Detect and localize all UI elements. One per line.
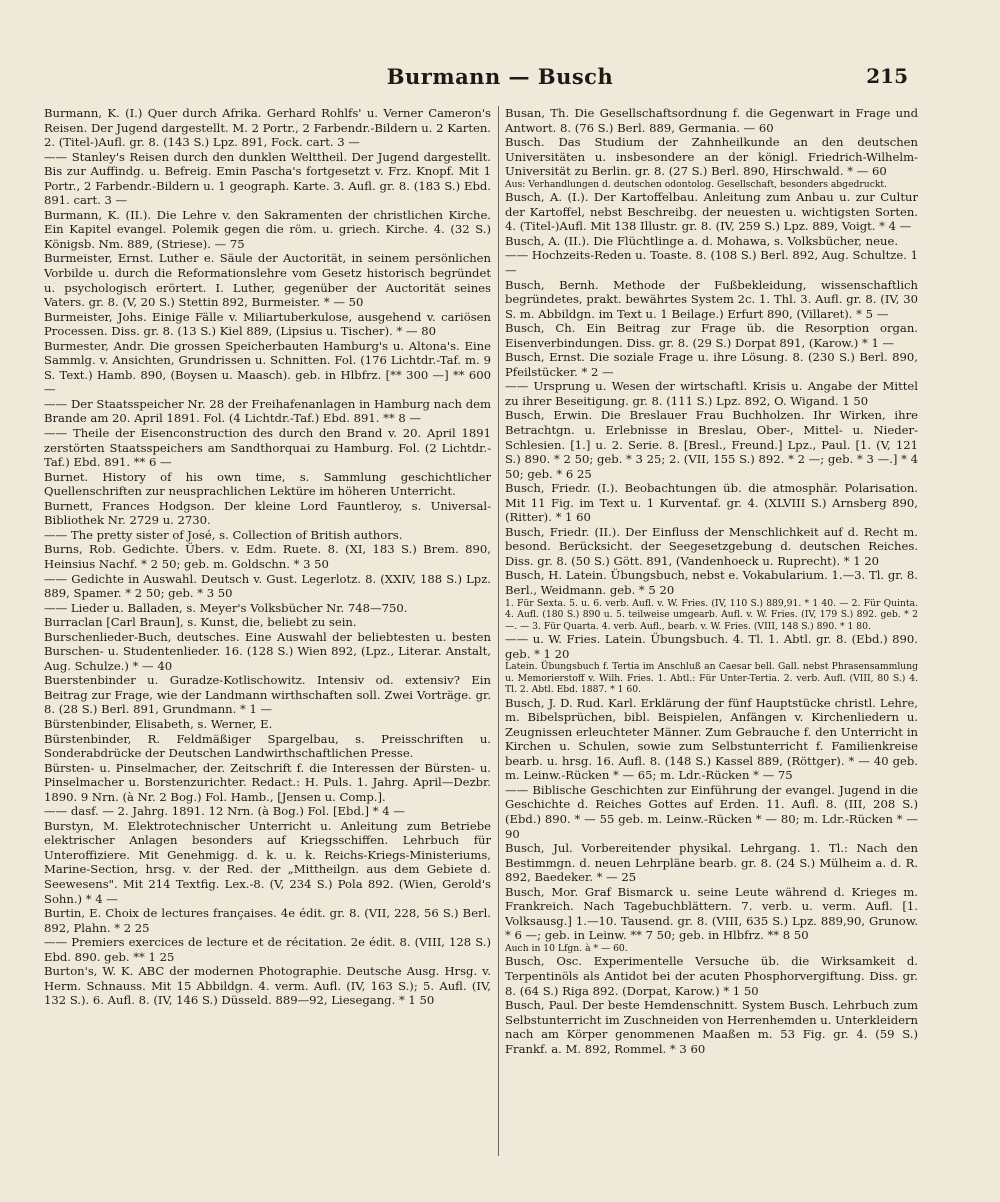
- catalog-entry: Bürstenbinder, R. Feldmäßiger Spargelbau, s. Preisschriften u. Sonderabdrücke der Deutschen Landwirthschaftlichen Presse.: [44, 731, 491, 761]
- catalog-entry: Busch. Das Studium der Zahnheilkunde an den deutschen Universitäten u. insbesondere an der königl. Friedrich-Wilhelm-Universität zu Berlin. gr. 8. (27 S.) Berl. 890, Hirschwald. * — 60: [505, 135, 918, 179]
- catalog-entry: Busch, Ernst. Die soziale Frage u. ihre Lösung. 8. (230 S.) Berl. 890, Pfeilstücker. * 2 —: [505, 350, 918, 379]
- catalog-entry: Busch, Paul. Der beste Hemdenschnitt. System Busch. Lehrbuch zum Selbstunterricht im Zuschneiden von Herrenhemden u. Unterkleidern nach am Körper genommenen Maaßen m. 53 Fig. gr. 4. (59 S.) Frankf. a. M. 892, Rommel. * 3 60: [505, 998, 918, 1056]
- page-number: 215: [866, 64, 908, 88]
- catalog-entry: Busch, Erwin. Die Breslauer Frau Buchholzen. Ihr Wirken, ihre Betrachtgn. u. Erlebnisse in Breslau, Ober-, Mittel- u. Nieder-Schlesien. [1.] u. 2. Serie. 8. [Bresl., Freund.] Lpz., Paul. [1. (V, 121 S.) 890. * 2 50; geb. * 3 25; 2. (VII, 155 S.) 892. * 2 —; geb. * 3 —.] * 4 50; geb. * 6 25: [505, 408, 918, 481]
- catalog-entry: Busan, Th. Die Gesellschaftsordnung f. die Gegenwart in Frage und Antwort. 8. (76 S.) Berl. 889, Germania. — 60: [505, 106, 918, 135]
- catalog-entry: Buerstenbinder u. Guradze-Kotlischowitz. Intensiv od. extensiv? Ein Beitrag zur Frage, wie der Landmann wirthschaften soll. Zwei Vorträge. gr. 8. (28 S.) Berl. 891, Grundmann. * 1 —: [44, 673, 491, 717]
- right-column: [505, 106, 918, 1166]
- catalog-entry: Burmann, K. (I.) Quer durch Afrika. Gerhard Rohlfs' u. Verner Cameron's Reisen. Der Jugend dargestellt. M. 2 Portr., 2 Farbendr.-Bildern u. 2 Karten. 2. (Titel-)Aufl. gr. 8. (143 S.) Lpz. 891, Fock. cart. 3 —: [44, 106, 491, 150]
- catalog-entry: —— Premiers exercices de lecture et de récitation. 2e édit. 8. (VIII, 128 S.) Ebd. 890. geb. ** 1 25: [44, 935, 491, 964]
- catalog-entry: Burton's, W. K. ABC der modernen Photographie. Deutsche Ausg. Hrsg. v. Herm. Schnauss. Mit 15 Abbildgn. 4. verm. Aufl. (IV, 163 S.); 5. Aufl. (IV, 132 S.). 6. Aufl. 8. (IV, 146 S.) Düsseld. 889—92, Liesegang. * 1 50: [44, 964, 491, 1008]
- column-divider: [498, 106, 499, 1156]
- catalog-entry: Busch, Ch. Ein Beitrag zur Frage üb. die Resorption organ. Eisenverbindungen. Diss. gr. 8. (29 S.) Dorpat 891, (Karow.) * 1 —: [505, 321, 918, 350]
- catalog-entry: Busch, Jul. Vorbereitender physikal. Lehrgang. 1. Tl.: Nach den Bestimmgn. d. neuen Lehrpläne bearb. gr. 8. (24 S.) Mülheim a. d. R. 892, Baedeker. * — 25: [505, 841, 918, 885]
- entry-note: 1. Für Sexta. 5. u. 6. verb. Aufl. v. W. Fries. (IV, 110 S.) 889,91. * 1 40. — 2. Für Quinta. 4. Aufl. (180 S.) 890 u. 5. teilweise umgearb. Aufl. v. W. Fries. (IV, 179 S.) 892. geb. * 2 —. — 3. Für Quarta. 4. verb. Aufl., bearb. v. W. Fries. (VIII, 148 S.) 890. * 1 80.: [505, 597, 918, 632]
- catalog-entry: Burtin, E. Choix de lectures françaises. 4e édit. gr. 8. (VII, 228, 56 S.) Berl. 892, Plahn. * 2 25: [44, 906, 491, 935]
- catalog-entry: Burnet. History of his own time, s. Sammlung geschichtlicher Quellenschriften zur neusprachlichen Lektüre im höheren Unterricht.: [44, 469, 491, 499]
- catalog-entry: Busch, Friedr. (I.). Beobachtungen üb. die atmosphär. Polarisation. Mit 11 Fig. im Text u. 1 Kurventaf. gr. 4. (XLVIII S.) Arnsberg 890, (Ritter). * 1 60: [505, 481, 918, 525]
- left-column: [44, 106, 491, 1166]
- catalog-entry: Burmann, K. (II.). Die Lehre v. den Sakramenten der christlichen Kirche. Ein Kapitel evangel. Polemik gegen die röm. u. griech. Kirche. 4. (32 S.) Königsb. Nm. 889, (Striese). — 75: [44, 207, 491, 251]
- catalog-entry: —— Gedichte in Auswahl. Deutsch v. Gust. Legerlotz. 8. (XXIV, 188 S.) Lpz. 889, Spamer. * 2 50; geb. * 3 50: [44, 571, 491, 601]
- entry-note: Aus: Verhandlungen d. deutschen odontolog. Gesellschaft, besonders abgedruckt.: [505, 178, 888, 190]
- page-header: [30, 60, 970, 100]
- catalog-entry: Bürstenbinder, Elisabeth, s. Werner, E.: [44, 716, 273, 731]
- catalog-entry: Burnett, Frances Hodgson. Der kleine Lord Fauntleroy, s. Universal-Bibliothek Nr. 2729 u. 2730.: [44, 498, 491, 528]
- catalog-entry: Busch, H. Latein. Übungsbuch, nebst e. Vokabularium. 1.—3. Tl. gr. 8. Berl., Weidmann. geb. * 5 20: [505, 568, 918, 597]
- catalog-entry: —— u. W. Fries. Latein. Übungsbuch. 4. Tl. 1. Abtl. gr. 8. (Ebd.) 890. geb. * 1 20: [505, 632, 918, 661]
- catalog-entry: —— Hochzeits-Reden u. Toaste. 8. (108 S.) Berl. 892, Aug. Schultze. 1 —: [505, 248, 918, 277]
- catalog-entry: Burmester, Andr. Die grossen Speicherbauten Hamburg's u. Altona's. Eine Sammlg. v. Ansichten, Grundrissen u. Schnitten. Fol. (176 Lichtdr.-Taf. m. 9 S. Text.) Hamb. 890, (Boysen u. Maasch). geb. in Hlbfrz. [** 300 —] ** 600 —: [44, 338, 491, 397]
- catalog-entry: —— Biblische Geschichten zur Einführung der evangel. Jugend in die Geschichte d. Reiches Gottes auf Erden. 11. Aufl. 8. (III, 208 S.) (Ebd.) 890. * — 55 geb. m. Leinw.-Rücken * — 80; m. Ldr.-Rücken * — 90: [505, 782, 918, 841]
- entry-note: Auch in 10 Lfgn. à * — 60.: [505, 942, 628, 954]
- catalog-entry: Burstyn, M. Elektrotechnischer Unterricht u. Anleitung zum Betriebe elektrischer Anlagen besonders auf Kriegsschiffen. Lehrbuch für Unteroffiziere. Mit Genehmigg. d. k. u. k. Reichs-Kriegs-Ministeriums, Marine-Section, hrsg. v. der Red. der „Mittheilgn. aus dem Gebiete d. Seewesens". Mit 214 Textfig. Lex.-8. (V, 234 S.) Pola 892. (Wien, Gerold's Sohn.) * 4 —: [44, 818, 491, 906]
- catalog-entry: —— The pretty sister of José, s. Collection of British authors.: [44, 527, 403, 542]
- catalog-entry: Burmeister, Johs. Einige Fälle v. Miliartuberkulose, ausgehend v. cariösen Processen. Diss. gr. 8. (13 S.) Kiel 889, (Lipsius u. Tischer). * — 80: [44, 309, 491, 339]
- catalog-entry: Busch, Mor. Graf Bismarck u. seine Leute während d. Krieges m. Frankreich. Nach Tagebuchblättern. 7. verb. u. verm. Aufl. [1. Volksausg.] 1.—10. Tausend. gr. 8. (VIII, 635 S.) Lpz. 889,90, Grunow. * 6 —; geb. in Leinw. ** 7 50; geb. in Hlbfrz. ** 8 50: [505, 884, 918, 943]
- catalog-entry: Busch, Bernh. Methode der Fußbekleidung, wissenschaftlich begründetes, prakt. bewährtes System 2c. 1. Thl. 3. Aufl. gr. 8. (IV, 30 S. m. Abbildgn. im Text u. 1 Beilage.) Erfurt 890, (Villaret). * 5 —: [505, 277, 918, 321]
- catalog-entry: Bürsten- u. Pinselmacher, der. Zeitschrift f. die Interessen der Bürsten- u. Pinselmacher u. Borstenzurichter. Redact.: H. Puls. 1. Jahrg. April—Dezbr. 1890. 9 Nrn. (à Nr. 2 Bog.) Fol. Hamb., [Jensen u. Comp.].: [44, 760, 491, 804]
- catalog-entry: Busch, Friedr. (II.). Der Einfluss der Menschlichkeit auf d. Recht m. besond. Berücksicht. der Seegesetzgebung d. deutschen Reiches. Diss. gr. 8. (50 S.) Gött. 891, (Vandenhoeck u. Ruprecht). * 1 20: [505, 524, 918, 568]
- catalog-entry: Busch, J. D. Rud. Karl. Erklärung der fünf Hauptstücke christl. Lehre, m. Bibelsprüchen, bibl. Beispielen, Anfängen v. Kirchenliedern u. Zeugnissen erleuchteter Männer. Zum Gebrauche f. den Unterricht in Kirchen u. Schulen, sowie zum Selbstunterricht f. Familienkreise bearb. u. hrsg. 16. Aufl. 8. (148 S.) Kassel 889, (Röttger). * — 40 geb. m. Leinw.-Rücken * — 65; m. Ldr.-Rücken * — 75: [505, 695, 918, 783]
- catalog-entry: —— Theile der Eisenconstruction des durch den Brand v. 20. April 1891 zerstörten Staatsspeichers am Sandthorquai zu Hamburg. Fol. (2 Lichtdr.-Taf.) Ebd. 891. ** 6 —: [44, 426, 491, 470]
- catalog-entry: Burraclan [Carl Braun], s. Kunst, die, beliebt zu sein.: [44, 615, 357, 630]
- catalog-entry: Burmeister, Ernst. Luther e. Säule der Auctorität, in seinem persönlichen Vorbilde u. durch die Reformationslehre vom Gesetz historisch begründet u. psychologisch erörtert. I. Luther, gegenüber der Auctorität seines Vaters. gr. 8. (V, 20 S.) Stettin 892, Burmeister. * — 50: [44, 251, 491, 310]
- catalog-entry: Busch, A. (II.). Die Flüchtlinge a. d. Mohawa, s. Volksbücher, neue.: [505, 233, 899, 248]
- catalog-entry: Busch, A. (I.). Der Kartoffelbau. Anleitung zum Anbau u. zur Cultur der Kartoffel, nebst Beschreibg. der neuesten u. wichtigsten Sorten. 4. (Titel-)Aufl. Mit 138 Illustr. gr. 8. (IV, 259 S.) Lpz. 889, Voigt. * 4 —: [505, 190, 918, 234]
- catalog-entry: —— Lieder u. Balladen, s. Meyer's Volksbücher Nr. 748—750.: [44, 600, 408, 615]
- catalog-entry: —— Stanley's Reisen durch den dunklen Welttheil. Der Jugend dargestellt. Bis zur Auffindg. u. Befreig. Emin Pascha's fortgesetzt v. Frz. Knopf. Mit 1 Portr., 2 Farbendr.-Bildern u. 1 geograph. Karte. 3. Aufl. gr. 8. (183 S.) Ebd. 891. cart. 3 —: [44, 149, 491, 208]
- entry-note: Latein. Übungsbuch f. Tertia im Anschluß an Caesar bell. Gall. nebst Phrasensammlung u. Memorierstoff v. Wilh. Fries. 1. Abtl.: Für Unter-Tertia. 2. verb. Aufl. (VIII, 80 S.) 4. Tl. 2. Abtl. Ebd. 1887. * 1 60.: [505, 661, 918, 696]
- catalog-entry: —— dasf. — 2. Jahrg. 1891. 12 Nrn. (à Bog.) Fol. [Ebd.] * 4 —: [44, 804, 405, 819]
- catalog-entry: Burns, Rob. Gedichte. Übers. v. Edm. Ruete. 8. (XI, 183 S.) Brem. 890, Heinsius Nachf. * 2 50; geb. m. Goldschn. * 3 50: [44, 542, 491, 571]
- page-title: Burmann — Busch: [386, 64, 614, 89]
- catalog-entry: —— Der Staatsspeicher Nr. 28 der Freihafenanlagen in Hamburg nach dem Brande am 20. April 1891. Fol. (4 Lichtdr.-Taf.) Ebd. 891. ** 8 —: [44, 396, 491, 426]
- catalog-entry: Burschenlieder-Buch, deutsches. Eine Auswahl der beliebtesten u. besten Burschen- u. Studentenlieder. 16. (128 S.) Wien 892, (Lpz., Literar. Anstalt, Aug. Schulze.) * — 40: [44, 629, 491, 673]
- catalog-entry: Busch, Osc. Experimentelle Versuche üb. die Wirksamkeit d. Terpentinöls als Antidot bei der acuten Phosphorvergiftung. Diss. gr. 8. (64 S.) Riga 892. (Dorpat, Karow.) * 1 50: [505, 954, 918, 998]
- catalog-entry: —— Ursprung u. Wesen der wirtschaftl. Krisis u. Angabe der Mittel zu ihrer Beseitigung. gr. 8. (111 S.) Lpz. 892, O. Wigand. 1 50: [505, 379, 918, 408]
